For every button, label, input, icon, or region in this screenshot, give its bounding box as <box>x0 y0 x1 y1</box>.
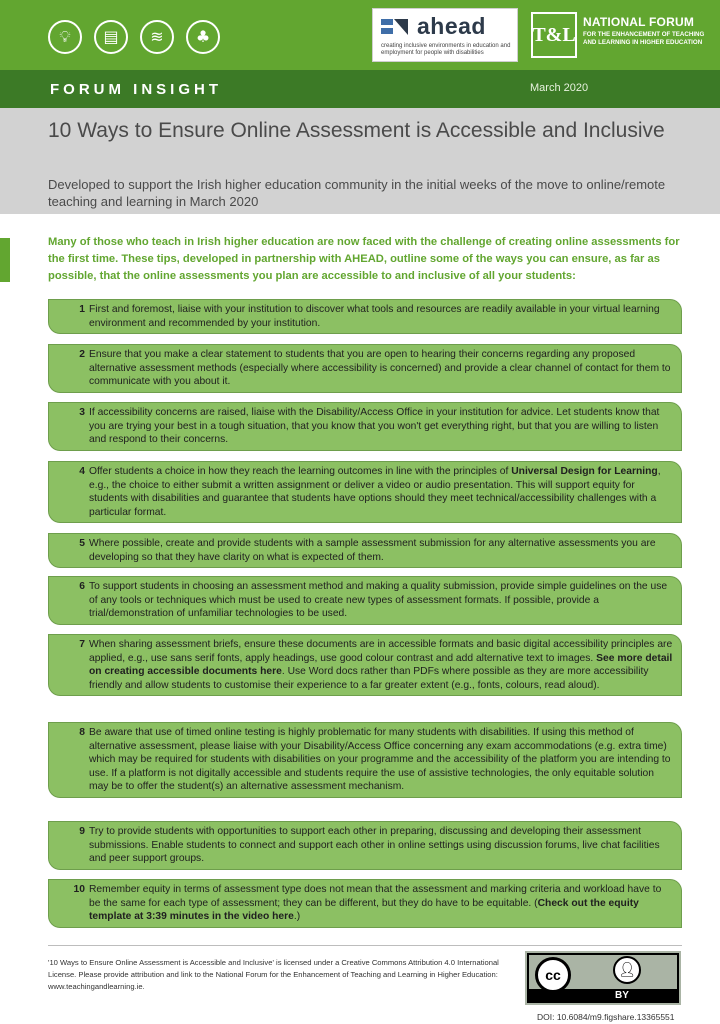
tip-3 <box>48 402 682 451</box>
tip-text: Be aware that use of timed online testing is highly problematic for many students with disabilities. If using this method of alternative assessment, please liaise with your Disability/Access Office concerning any exam accommodations (e.g. extra time) which may be required for students with disabilities on your programme and the accessibility of the platform you are intending to use. If a platform is not digitally accessible and students require the use of assistive technologies, the only equitable solution may be to offer the student(s) an alternative assessment mechanism. <box>89 727 671 793</box>
forum-insight-label: FORUM INSIGHT <box>50 81 222 98</box>
tip-text-a: Remember equity in terms of assessment type does not mean that the assessment and marking criteria and workload have to be the same for each type of assessment; they can be different, but they do have to be equitable. ( <box>89 884 662 909</box>
tip-8 <box>48 722 682 798</box>
equity-video-link[interactable]: Check out the equity template at 3:39 minutes in the video here <box>89 897 639 923</box>
tip-number: 4 <box>79 466 85 477</box>
left-accent-bar <box>0 238 10 282</box>
tl-badge: T&L <box>531 12 577 58</box>
tip-number: 5 <box>79 538 85 549</box>
tip-text-a: When sharing assessment briefs, ensure these documents are in accessible formats and basic digital accessibility principles are applied, e.g., use sans serif fonts, apply headings, use good colour contrast and add alternative text to images. <box>89 639 673 664</box>
lightbulb-icon: 💡︎ <box>48 20 82 54</box>
tip-number: 10 <box>73 884 85 895</box>
tip-4 <box>48 461 682 523</box>
cc-by-badge[interactable] <box>525 951 681 1005</box>
udl-link[interactable]: Universal Design for Learning <box>511 466 658 477</box>
attribution-person-icon: 👤︎ <box>613 956 641 984</box>
creative-commons-icon: cc <box>535 957 571 993</box>
tip-1 <box>48 299 682 334</box>
footer-divider <box>48 945 682 946</box>
tip-text: Ensure that you make a clear statement to students that you are open to hearing their concerns regarding any proposed alternative assessment methods (especially where accessibility is concerned) and provide a clear channel of contact for them to communicate with you about it. <box>89 349 671 388</box>
accessible-documents-link[interactable]: See more detail on creating accessible documents here <box>89 652 673 678</box>
tip-number: 8 <box>79 727 85 738</box>
stack-icon: ≋ <box>140 20 174 54</box>
tip-text: Where possible, create and provide students with a sample assessment submission for any alternative assessments you are developing so that they have clarity on what is expected of them. <box>89 538 656 563</box>
tip-text: To support students in choosing an assessment method and making a quality submission, provide simple guidelines on the use of any tools or techniques which must be used to create new types of assessment formats. If possible, provide a trial/demonstration of unfamiliar technologies to be used. <box>89 581 668 620</box>
page-title: 10 Ways to Ensure Online Assessment is Accessible and Inclusive <box>48 119 665 142</box>
tip-number: 9 <box>79 826 85 837</box>
title-block <box>0 108 720 214</box>
tree-icon: ♣ <box>186 20 220 54</box>
header-icons <box>48 20 220 54</box>
tip-text-b: . Use Word docs rather than PDFs where possible as they are more accessibility friendly and allow students to customise their experience to a far greater extent (e.g., fonts, colours, read aloud). <box>89 666 649 691</box>
tip-text-b: , e.g., the choice to either submit a written assignment or deliver a video or audio presentation. This will support equity for students with disabilities and guarantee that students have options should they meet technical/accessibility challenges with a particular format. <box>89 466 661 518</box>
tip-number: 7 <box>79 639 85 650</box>
forum-insight-bar <box>0 70 720 108</box>
national-forum-subtitle: FOR THE ENHANCEMENT OF TEACHING AND LEARNING IN HIGHER EDUCATION <box>583 31 705 46</box>
tip-text: First and foremost, liaise with your institution to discover what tools and resources are readily available in your virtual learning environment and recommended by your institution. <box>89 304 660 329</box>
tip-number: 1 <box>79 304 85 315</box>
tip-text-b: .) <box>293 911 301 923</box>
tip-7 <box>48 634 682 696</box>
ahead-tagline: creating inclusive environments in education and employment for people with disabilities <box>381 43 511 56</box>
by-label: BY <box>615 990 629 1001</box>
tip-5 <box>48 533 682 568</box>
publication-date: March 2020 <box>530 82 589 94</box>
national-forum-title: NATIONAL FORUM <box>583 15 695 29</box>
ahead-logo <box>372 8 518 62</box>
tip-text-a: Offer students a choice in how they reach the learning outcomes in line with the principles of <box>89 466 512 477</box>
document-icon: ▤ <box>94 20 128 54</box>
tip-10 <box>48 879 682 928</box>
tip-number: 6 <box>79 581 85 592</box>
tip-number: 3 <box>79 407 85 418</box>
license-text: '10 Ways to Ensure Online Assessment is Accessible and Inclusive' is licensed under a Creative Commons Attribution 4.0 International License. Please provide attribution and link to the National Forum for the Enhancement of Teaching and Learning in Higher Education: www.teachingandlearning.ie. <box>48 958 499 991</box>
tip-2 <box>48 344 682 393</box>
tip-9 <box>48 821 682 870</box>
header-bar <box>0 0 720 70</box>
tip-number: 2 <box>79 349 85 360</box>
ahead-mark-icon <box>381 19 407 37</box>
doi-text: DOI: 10.6084/m9.figshare.13365551 <box>537 1012 675 1022</box>
tip-text: Try to provide students with opportunities to support each other in preparing, discussing and developing their assessment submissions. Enable students to connect and support each other in online settings using discussion forums, live chat facilities and peer support groups. <box>89 826 660 865</box>
ahead-name: ahead <box>417 13 486 39</box>
tip-text: If accessibility concerns are raised, liaise with the Disability/Access Office in your institution for advice. Let students know that you are trying your best in a tough situation, that you know that you won't get everything right, but that you are willing to listen and respond to their concerns. <box>89 407 660 446</box>
tip-6 <box>48 576 682 625</box>
page-subtitle: Developed to support the Irish higher education community in the initial weeks of the move to online/remote teaching and learning in March 2020 <box>48 177 666 209</box>
intro-paragraph: Many of those who teach in Irish higher education are now faced with the challenge of creating online assessments for the first time. These tips, developed in partnership with AHEAD, outline some of the ways you can ensure, as far as possible, that the online assessments you plan are accessible to and inclusive of all your students: <box>48 236 680 282</box>
